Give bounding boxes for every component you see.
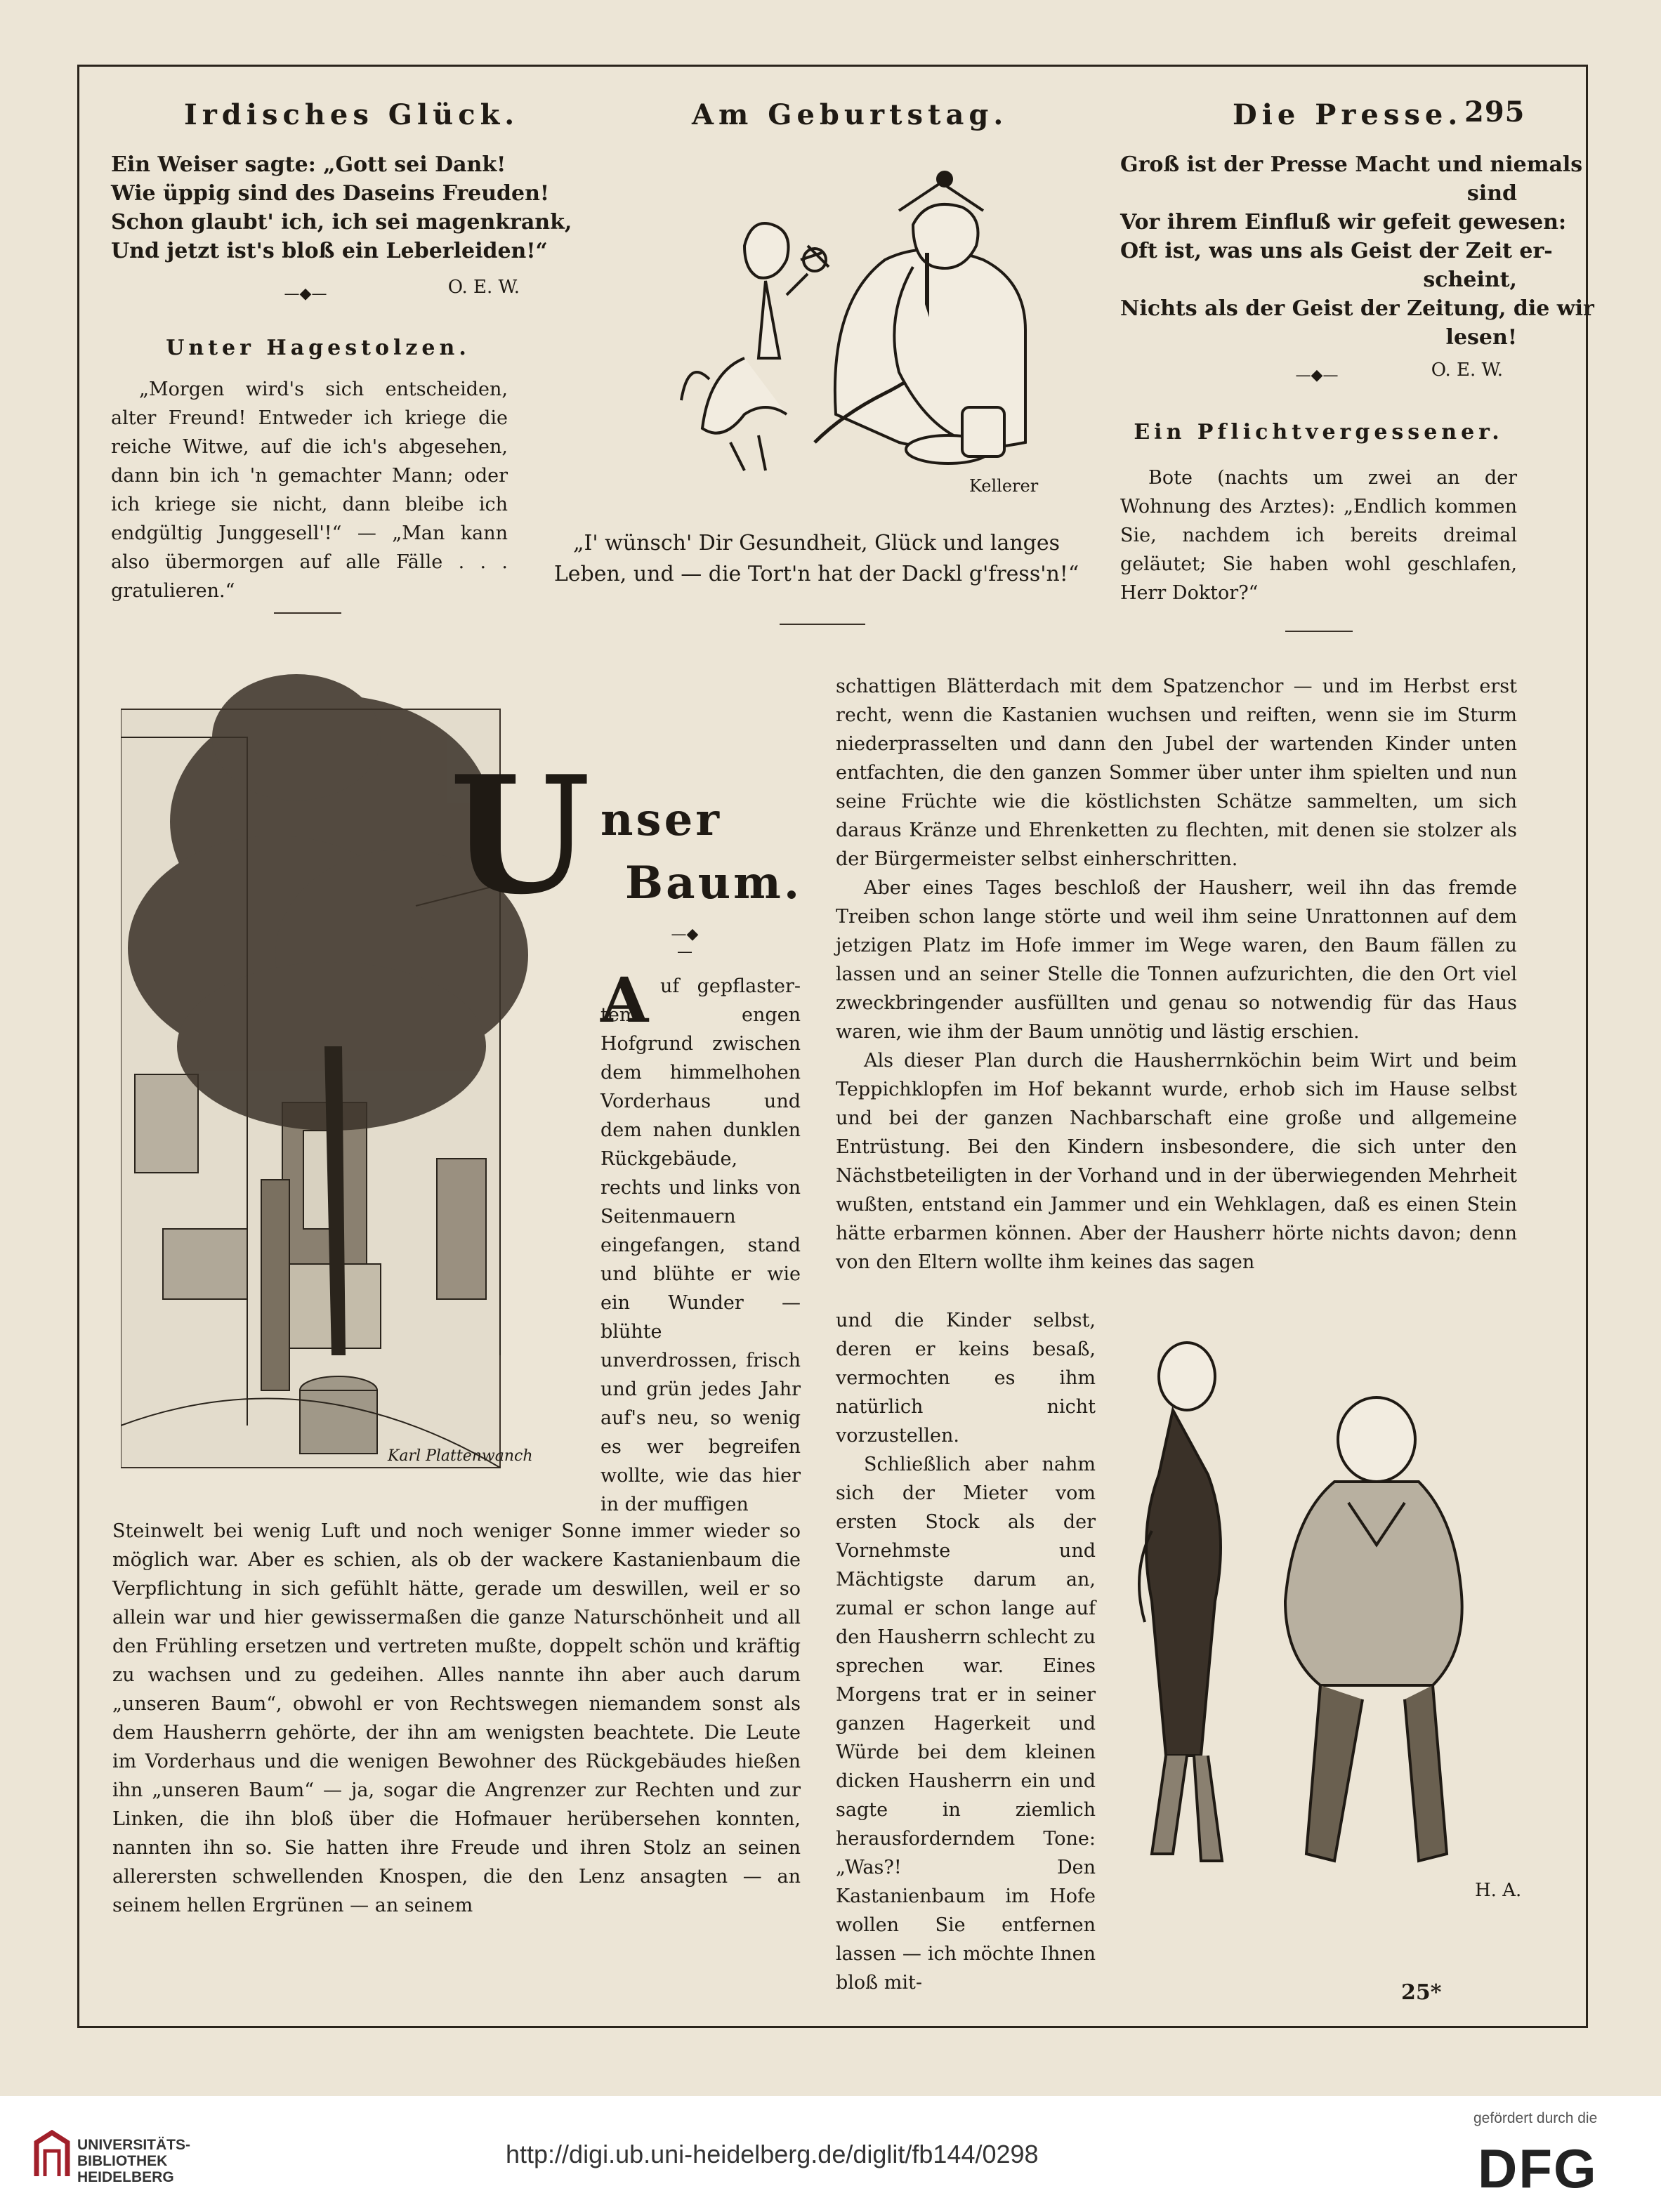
dfg-logo: DFG <box>1478 2138 1598 2199</box>
library-name <box>77 2137 190 2185</box>
poem-line: Vor ihrem Einfluß wir gefeit gewesen: <box>1120 210 1567 235</box>
digitization-footer <box>0 2096 1661 2212</box>
library-name-line: UNIVERSITÄTS- <box>77 2137 191 2153</box>
story-paragraph: Als dieser Plan durch die Hausherrnköchin beim Wirt und beim Teppichklopfen im Hof bekannt wurde, erhob sich im Hause selbst und bei der ganzen Nachbarschaft eine große und allgemeine Entrüstung. Bei den Kindern insbesondere, die sich unter den Nächstbeteiligten in der Vorhand und in der überwiegenden Mehrheit wußten, entstand ein Jammer und ein Wehklagen, daß es einen Stein hätte erbarmen können. Aber der Hausherr hörte nichts davon; denn von den Eltern wollte ihm keines das sagen <box>836 1050 1517 1273</box>
poem-irdisches-glueck <box>111 150 572 265</box>
library-name-line: BIBLIOTHEK <box>77 2153 168 2169</box>
story-paragraph: uf gepflaster- tem engen Hofgrund zwischen dem himmelhohen Vorderhaus und dem nahen dunklen Rückgebäude, rechts und links von Seitenmauern eingefangen, stand und blühte er wie ein Wunder — blühte unverdrossen, frisch und grün jedes Jahr auf's neu, so wenig es wer begreifen wollte, wie das hier in der muffigen <box>600 975 801 1515</box>
story-paragraph: „Morgen wird's sich entscheiden, alter Freund! Entweder ich kriege die reiche Witwe, auf die ich's abgesehen, dann bin ich 'n gemachter Mann; oder ich kriege sie nicht, dann bleibe ich endgültig Junggesell'!“ — „Man kann also übermorgen auf alle Fälle . . . gratulieren.“ <box>111 378 508 602</box>
illustration-artist-signature: Kellerer <box>969 476 1039 496</box>
caption-line: „I' wünsch' Dir Gesundheit, Glück und langes <box>572 531 1061 555</box>
author-initials: O. E. W. <box>447 277 520 298</box>
title-baum: Baum. <box>625 857 803 909</box>
poem-line: scheint, <box>1423 268 1517 292</box>
birthday-illustration <box>534 147 1096 527</box>
story-paragraph: schattigen Blätterdach mit dem Spatzenchor — und im Herbst erst recht, wenn die Kastanien wuchsen und reiften, wenn sie im Sturm niederprasselten und dann den Jubel der wartenden Kinder unten entfachten, die den ganzen Sommer über unter ihm spielten und nun seine Früchte wie die köstlichsten Schätze sammelten, um sich daraus Kränze und Ehrenketten zu flechten, mit denen sie stolzer als der Bürgermeister selbst einherschritten. <box>836 676 1517 870</box>
story-paragraph: Aber eines Tages beschloß der Hausherr, weil ihn das fremde Treiben schon lange störte und weil ihm seine Unrattonnen auf dem jetzigen Platz im Hofe immer im Wege waren, den Baum fällen zu lassen und an seiner Stelle die Tonnen aufzurichten, die den Ort viel zweckbringender ausfüllten und genau so notwendig für das Haus waren, wie ihm der Baum unnötig und lästig erschien. <box>836 877 1517 1043</box>
title-ornament: —◆— <box>671 926 699 961</box>
tree-illustration-signature: Karl Plattenwanch <box>388 1447 533 1465</box>
poem-line: Oft ist, was uns als Geist der Zeit er- <box>1120 239 1553 263</box>
divider-ornament: —◆— <box>1295 367 1339 384</box>
birthday-caption <box>541 528 1092 590</box>
story-paragraph: Schließlich aber nahm sich der Mieter vom ersten Stock als der Vornehmste und Mächtigste darum an, zumal er schon lange auf den Hausherrn schlecht zu sprechen war. Eines Morgens trat er in seiner ganzen Hagerkeit und Würde bei dem kleinen dicken Hausherrn ein und sagte in ziemlich herausforderndem Tone: „Was?! Den Kastanienbaum im Hofe wollen Sie entfernen lassen — ich möchte Ihnen bloß mit- <box>836 1454 1096 1994</box>
poem-line: Ein Weiser sagte: „Gott sei Dank! <box>111 152 506 177</box>
poem-line: Nichts als der Geist der Zeitung, die wir <box>1120 296 1594 321</box>
funded-by-label: gefördert durch die <box>1473 2110 1598 2126</box>
story-narrow-column <box>600 972 801 1519</box>
story-paragraph: Steinwelt bei wenig Luft und noch weniger Sonne immer wieder so möglich war. Aber es schien, als ob der wackere Kastanienbaum die Verpflichtung in sich gefühlt hätte, gerade um deswillen, weil er so allein war und hier gewissermaßen die ganze Naturschönheit und all den Frühling ersetzen und vertreten mußte, doppelt schön und kräftig zu wachsen und zu gedeihen. Alles nannte ihn aber auch darum „unseren Baum“, obwohl er von Rechtswegen niemandem sonst als dem Hausherrn gehörte, der ihn am wenigsten beachtete. Die Leute im Vorderhaus und die wenigen Bewohner des Rückgebäudes hießen ihn „unseren Baum“ — ja, sogar die Angrenzer zur Rechten und zur Linken, die ihn bloß über die Hofmauer herübersehen konnten, nannten ihn so. Sie hatten ihre Freude und ihren Stolz an seinen allerersten schwellenden Knospen, die den Lenz ansagten — an seinem hellen Ergrünen — an seinem <box>112 1520 801 1916</box>
subtitle-ein-pflichtvergessener: Ein Pflichtvergessener. <box>1134 420 1504 445</box>
poem-line: Schon glaubt' ich, ich sei magenkrank, <box>111 210 572 235</box>
poem-die-presse <box>1120 150 1594 352</box>
story-left-bottom <box>112 1517 801 1920</box>
title-irdisches-glueck: Irdisches Glück. <box>184 98 520 131</box>
subtitle-unter-hagestolzen: Unter Hagestolzen. <box>166 336 471 360</box>
title-die-presse: Die Presse. <box>1233 98 1463 131</box>
divider-rule <box>1285 631 1353 632</box>
two-men-illustration <box>1110 1320 1531 1952</box>
permalink[interactable]: http://digi.ub.uni-heidelberg.de/diglit/fb144/0298 <box>506 2140 1039 2168</box>
story-right-wide <box>836 672 1517 1277</box>
men-illustration-signature: H. A. <box>1475 1880 1522 1901</box>
poem-line: Wie üppig sind des Daseins Freuden! <box>111 181 550 206</box>
sheet-signature: 25* <box>1401 1980 1442 2005</box>
poem-line: Groß ist der Presse Macht und niemals <box>1120 152 1583 177</box>
story-paragraph: und die Kinder selbst, deren er keins besaß, vermochten es ihm natürlich nicht vorzustellen. <box>836 1310 1096 1447</box>
author-initials: O. E. W. <box>1431 360 1503 381</box>
divider-rule <box>780 624 865 625</box>
page-number: 295 <box>1464 96 1525 129</box>
story-ein-pflichtvergessener <box>1120 463 1517 607</box>
poem-line: lesen! <box>1445 325 1517 350</box>
story-right-narrow <box>836 1306 1096 1997</box>
library-logo-icon <box>34 2130 70 2179</box>
divider-rule <box>274 612 341 614</box>
title-initial-u: U <box>449 741 591 930</box>
story-paragraph: Bote (nachts um zwei an der Wohnung des Arztes): „Endlich kommen Sie, nachdem ich bereits dreimal geläutet; Sie haben wohl geschlafen, Herr Doktor?“ <box>1120 467 1517 604</box>
drop-initial-a: A <box>600 963 649 1036</box>
story-unter-hagestolzen <box>111 375 508 605</box>
divider-ornament: —◆— <box>284 285 327 303</box>
caption-line: Leben, und — die Tort'n hat der Dackl g'fress'n!“ <box>553 562 1079 586</box>
poem-line: sind <box>1466 181 1517 206</box>
poem-line: Und jetzt ist's bloß ein Leberleiden!“ <box>111 239 548 263</box>
title-unser: nser <box>600 794 722 846</box>
library-name-line: HEIDELBERG <box>77 2169 174 2185</box>
title-am-geburtstag: Am Geburtstag. <box>692 98 1009 131</box>
